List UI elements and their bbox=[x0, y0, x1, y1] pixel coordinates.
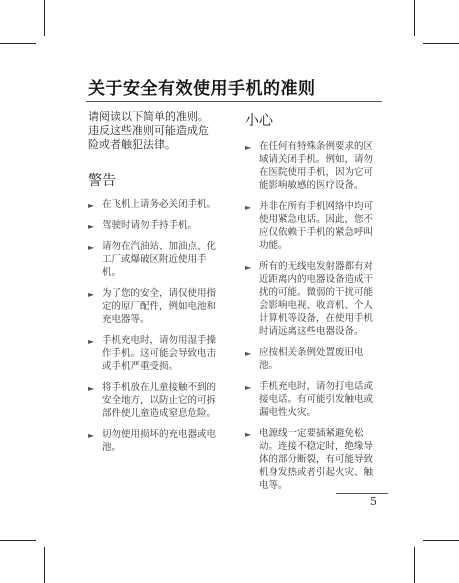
triangle-right-icon: ► bbox=[88, 201, 95, 210]
triangle-right-icon: ► bbox=[245, 143, 252, 152]
warning-item-text: 为了您的安全，请仅使用指定的原厂配件，例如电池和充电器等。 bbox=[102, 288, 217, 325]
triangle-right-icon: ► bbox=[245, 203, 252, 212]
warning-list bbox=[88, 198, 218, 454]
triangle-right-icon: ► bbox=[88, 337, 95, 346]
warning-item-text: 手机充电时，请勿用湿手操作手机。这可能会导致电击或手机严重受损。 bbox=[102, 335, 217, 372]
caution-item bbox=[245, 140, 375, 192]
caution-item bbox=[245, 260, 375, 338]
warning-item bbox=[88, 334, 218, 373]
intro-paragraph: 请阅读以下简单的准则。违反这些准则可能造成危险或者触犯法律。 bbox=[88, 110, 209, 151]
triangle-right-icon: ► bbox=[88, 431, 95, 440]
caution-item bbox=[245, 380, 375, 419]
caution-heading: 小心 bbox=[245, 113, 273, 129]
warning-item bbox=[88, 287, 218, 326]
triangle-right-icon: ► bbox=[245, 383, 252, 392]
triangle-right-icon: ► bbox=[245, 263, 252, 272]
caution-list bbox=[245, 140, 375, 492]
caution-item bbox=[245, 427, 375, 492]
page-title: 关于安全有效使用手机的准则 bbox=[88, 79, 316, 99]
caution-item-text: 应按相关条例处置废旧电池。 bbox=[259, 347, 364, 371]
warning-item-text: 在飞机上请务必关闭手机。 bbox=[102, 199, 217, 210]
crop-mark-bottom-left-vertical bbox=[44, 547, 45, 583]
caution-item-text: 并非在所有手机网络中均可使用紧急电话。因此，您不应仅依赖于手机的紧急呼叫功能。 bbox=[259, 201, 374, 251]
caution-item-text: 所有的无线电发射器都有对近距离内的电器设备造成干扰的可能。微弱的干扰可能会影响电视、收音机、个人计算机等设备，在使用手机时请远离这些电器设备。 bbox=[259, 261, 374, 337]
caution-item-text: 电源线一定要插紧避免松动。连接不稳定时，绝缘导体的部分断裂，有可能导致机身发热或者引起火灾、触电等。 bbox=[259, 428, 374, 491]
triangle-right-icon: ► bbox=[88, 290, 95, 299]
warning-item-text: 切勿使用损坏的充电器或电池。 bbox=[102, 429, 217, 453]
title-underline bbox=[86, 101, 382, 102]
warning-item-text: 请勿在汽油站、加油点、化工厂或爆破区附近使用手机。 bbox=[102, 241, 217, 278]
page-number-rule bbox=[336, 493, 388, 494]
caution-item-text: 手机充电时，请勿打电话或接电话。有可能引发触电或漏电性火灾。 bbox=[259, 381, 374, 418]
triangle-right-icon: ► bbox=[245, 430, 252, 439]
left-column bbox=[88, 110, 218, 462]
crop-mark-top-left-vertical bbox=[44, 0, 45, 36]
warning-item bbox=[88, 381, 218, 420]
triangle-right-icon: ► bbox=[88, 222, 95, 231]
warning-item bbox=[88, 240, 218, 279]
warning-item-text: 将手机放在儿童接触不到的安全地方，以防止它的可拆部件使儿童造成窒息危险。 bbox=[102, 382, 217, 419]
triangle-right-icon: ► bbox=[245, 349, 252, 358]
page-number: 5 bbox=[370, 495, 377, 508]
crop-mark-top-right-horizontal bbox=[423, 43, 459, 44]
caution-item bbox=[245, 200, 375, 252]
warning-item bbox=[88, 198, 218, 211]
warning-heading: 警告 bbox=[88, 173, 116, 189]
caution-item-text: 在任何有特殊条例要求的区域请关闭手机。例如，请勿在医院使用手机，因为它可能影响敏感的医疗设备。 bbox=[259, 141, 374, 191]
warning-item-text: 驾驶时请勿手持手机。 bbox=[102, 220, 198, 231]
triangle-right-icon: ► bbox=[88, 384, 95, 393]
crop-mark-bottom-right-horizontal bbox=[423, 540, 459, 541]
warning-item bbox=[88, 219, 218, 232]
warning-item bbox=[88, 428, 218, 454]
triangle-right-icon: ► bbox=[88, 243, 95, 252]
crop-mark-top-right-vertical bbox=[414, 0, 415, 36]
caution-item bbox=[245, 346, 375, 372]
right-column bbox=[245, 110, 375, 500]
crop-mark-bottom-right-vertical bbox=[414, 547, 415, 583]
crop-mark-bottom-left-horizontal bbox=[0, 540, 36, 541]
crop-mark-top-left-horizontal bbox=[0, 43, 36, 44]
